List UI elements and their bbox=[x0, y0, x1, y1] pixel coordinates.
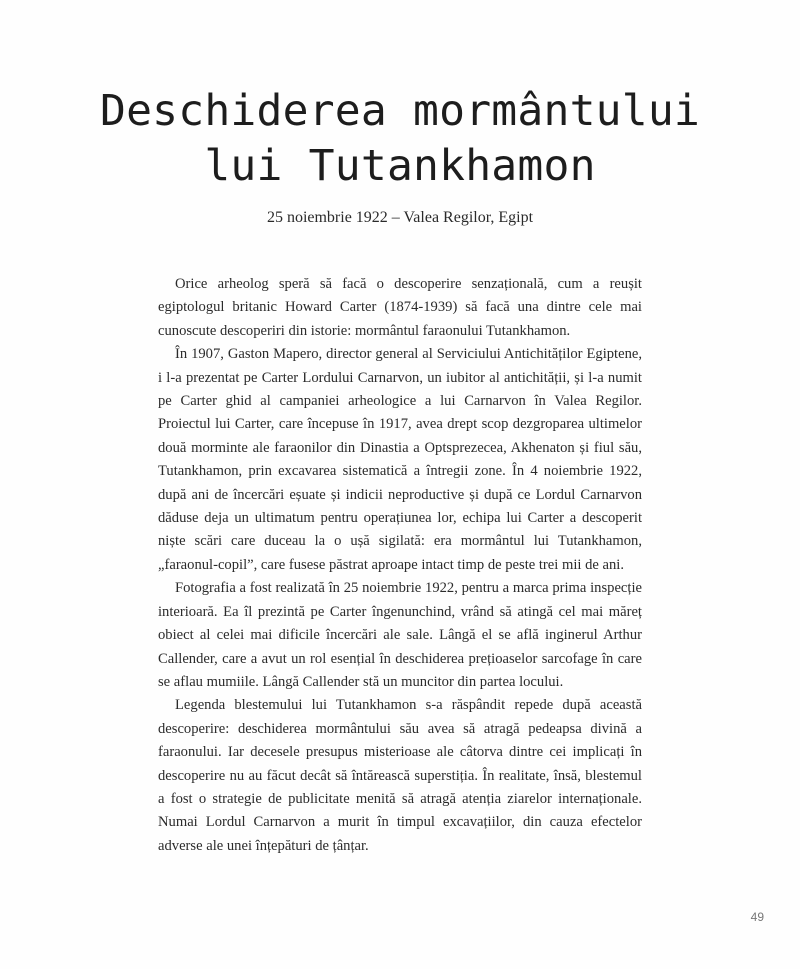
page-subtitle: 25 noiembrie 1922 – Valea Regilor, Egipt bbox=[266, 209, 534, 226]
paragraph-3: Fotografia a fost realizată în 25 noiembrie 1922, pentru a marca prima inspecție interioară. Ea îl prezintă pe Carter îngenunchind, vrând să atingă cel mai măreț obiect al celei mai dificile încercări ale sale. Lângă el se află inginerul Arthur Callender, care a avut un rol esențial în deschiderea prețioaselor sarcofage în care se aflau mumiile. Lângă Callender stă un muncitor din partea locului. bbox=[158, 580, 642, 690]
paragraph-1: Orice arheolog speră să facă o descoperire senzațională, cum a reușit egiptologul britanic Howard Carter (1874-1939) să facă una dintre cele mai cunoscute descoperiri din istorie: mormântul faraonului Tutankhamon. bbox=[158, 276, 642, 339]
page-number: 49 bbox=[750, 910, 764, 924]
paragraph-2: În 1907, Gaston Mapero, director general al Serviciului Antichităților Egiptene, i l-a prezentat pe Carter Lordului Carnarvon, un iubitor al antichității, și l-a numit pe Carter ghid al campaniei arheologice a lui Carnarvon în Valea Regilor. Proiectul lui Carter, care începuse în 1917, avea drept scop dezgroparea ultimelor două morminte ale faraonilor din Dinastia a Optsprezecea, Akhenaton și fiul său, Tutankhamon, prin excavarea sistematică a întregii zone. În 4 noiembrie 1922, după ani de încercări eșuate și indicii neproductive și după ce Lordul Carnarvon dăduse deja un ultimatum pentru operațiunea lor, echipa lui Carter a descoperit niște scări care duceau la o ușă sigilată: era mormântul lui Tutankhamon, „faraonul-copil”, care fusese păstrat aproape intact timp de peste trei mii de ani. bbox=[158, 346, 642, 573]
title-line-2: lui Tutankhamon bbox=[204, 141, 596, 191]
paragraph-4: Legenda blestemului lui Tutankhamon s-a răspândit repede după această descoperire: deschiderea mormântului său avea să atragă pedeapsa divină a faraonului. Iar decesele presupus misterioase ale câtorva dintre cei implicați în descoperire nu au făcut decât să întărească superstiția. În realitate, însă, blestemul a fost o strategie de publicitate menită să atragă atenția ziarelor internaționale. Numai Lordul Carnarvon a murit în timpul excavațiilor, din cauza efectelor adverse ale unei înțepături de țânțar. bbox=[158, 697, 642, 854]
article-body bbox=[158, 273, 642, 858]
page-title bbox=[40, 84, 760, 194]
title-line-1: Deschiderea mormântului bbox=[99, 86, 701, 136]
